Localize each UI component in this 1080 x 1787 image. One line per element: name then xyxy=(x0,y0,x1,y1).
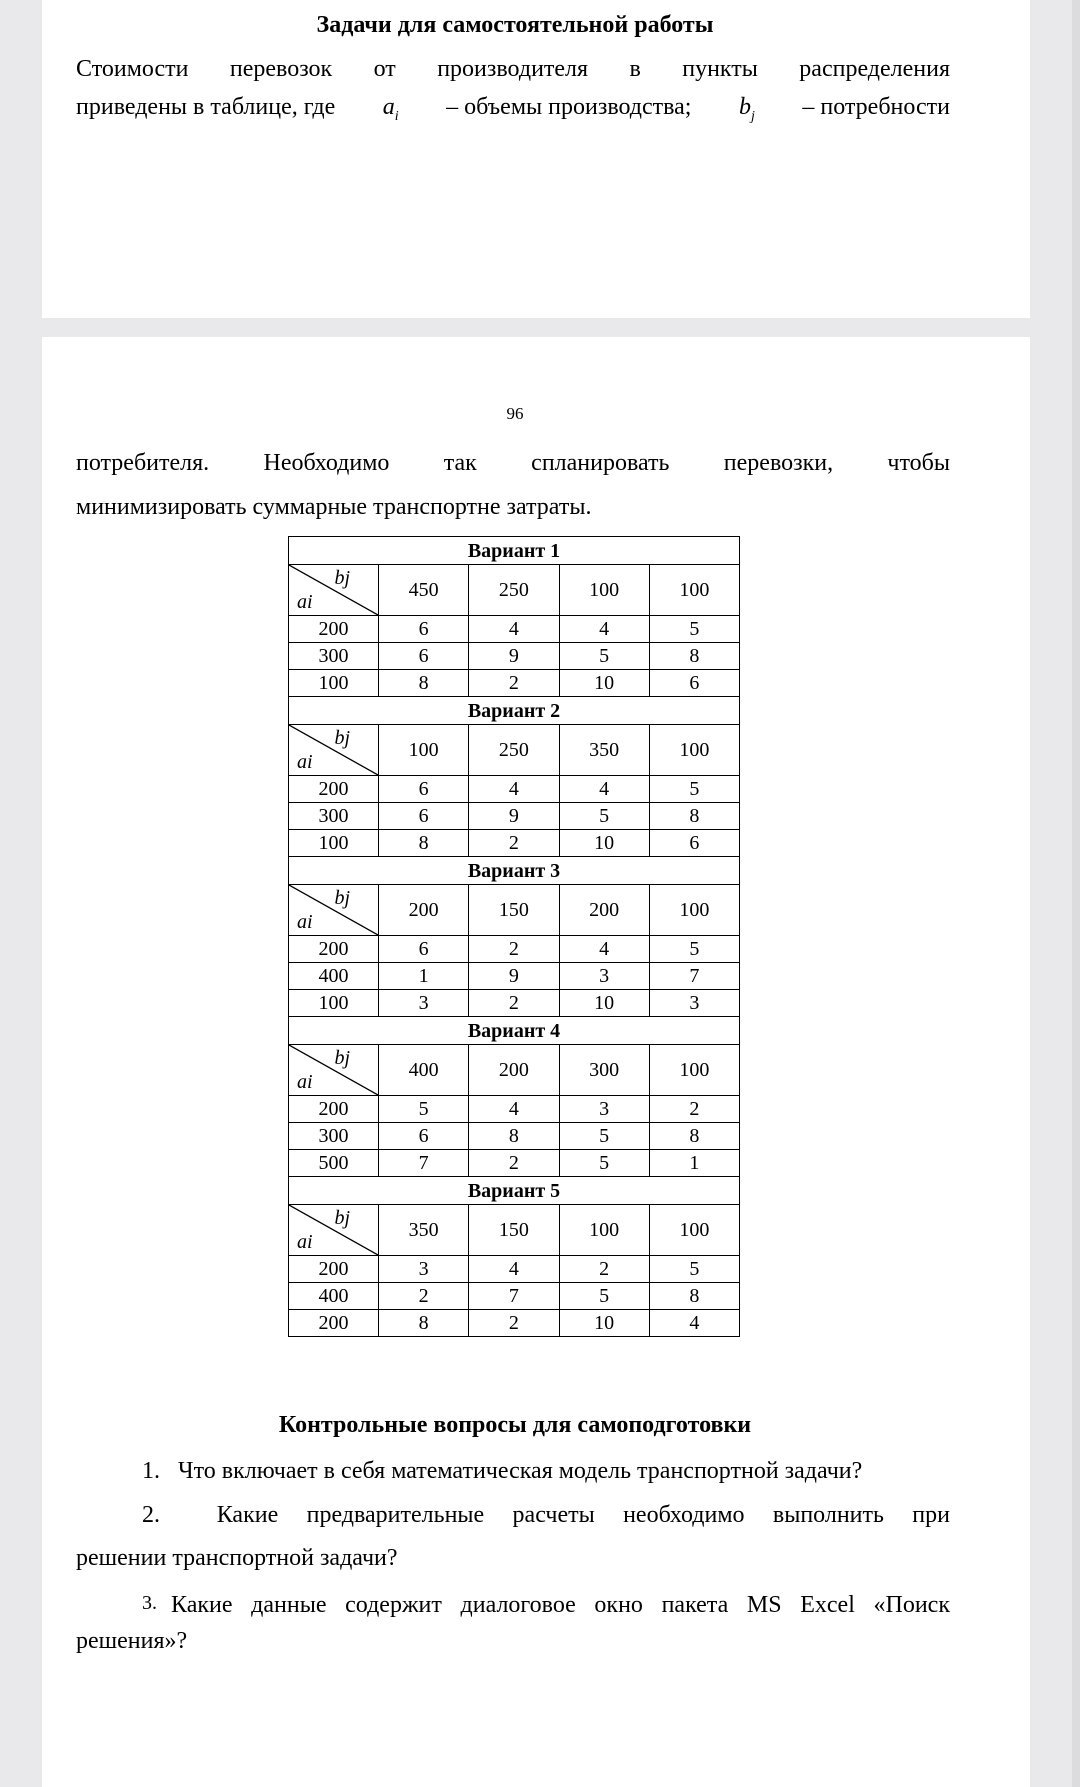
diagonal-header-cell xyxy=(289,1205,379,1256)
demand-cell: 100 xyxy=(559,565,649,616)
cost-cell: 2 xyxy=(469,936,559,963)
cost-cell: 2 xyxy=(649,1096,739,1123)
cost-cell: 8 xyxy=(379,830,469,857)
cost-cell: 9 xyxy=(469,803,559,830)
b-variable: $b_j$ xyxy=(738,94,755,124)
question-number: 3. xyxy=(142,1592,157,1614)
table-row xyxy=(289,776,740,803)
question-number: 2. xyxy=(142,1502,160,1528)
cost-cell: 2 xyxy=(469,1150,559,1177)
question-3-line-1 xyxy=(142,1592,950,1619)
supply-cell: 400 xyxy=(289,963,379,990)
table-row xyxy=(289,1123,740,1150)
variant-title: Вариант 2 xyxy=(289,697,740,725)
cost-cell: 8 xyxy=(649,1123,739,1150)
intro-line-3: потребителя. Необходимо так спланировать перевозки, чтобы xyxy=(76,450,950,476)
demand-cell: 100 xyxy=(649,1045,739,1096)
table-row xyxy=(289,963,740,990)
variant-table xyxy=(288,536,740,697)
variant-title: Вариант 1 xyxy=(289,537,740,565)
demand-cell: 250 xyxy=(469,565,559,616)
intro-text-b: – объемы производства; xyxy=(446,94,692,120)
table-row xyxy=(289,936,740,963)
cost-cell: 4 xyxy=(559,936,649,963)
table-row xyxy=(289,616,740,643)
ai-label: ai xyxy=(297,1231,313,1253)
table-row xyxy=(289,1310,740,1337)
diagonal-header-cell xyxy=(289,1045,379,1096)
cost-cell: 8 xyxy=(649,643,739,670)
a-variable: $a_i$ xyxy=(382,94,399,124)
cost-cell: 2 xyxy=(379,1283,469,1310)
table-row xyxy=(289,670,740,697)
table-row xyxy=(289,803,740,830)
question-text: Какие предварительные расчеты необходимо выполнить при xyxy=(216,1502,950,1528)
table-row xyxy=(289,990,740,1017)
cost-cell: 2 xyxy=(469,990,559,1017)
cost-cell: 4 xyxy=(469,1096,559,1123)
cost-cell: 3 xyxy=(649,990,739,1017)
intro-text-c: – потребности xyxy=(802,94,950,120)
variant-table xyxy=(288,696,740,857)
cost-cell: 3 xyxy=(559,1096,649,1123)
cost-cell: 10 xyxy=(559,990,649,1017)
scrollbar[interactable] xyxy=(1072,0,1080,1787)
variant-table xyxy=(288,856,740,1017)
page-top xyxy=(42,0,1030,318)
table-row xyxy=(289,830,740,857)
ai-label: ai xyxy=(297,751,313,773)
cost-cell: 2 xyxy=(469,670,559,697)
table-row xyxy=(289,1096,740,1123)
cost-cell: 4 xyxy=(469,776,559,803)
cost-cell: 2 xyxy=(469,1310,559,1337)
variants-tables xyxy=(288,536,740,1337)
cost-cell: 5 xyxy=(559,803,649,830)
cost-cell: 10 xyxy=(559,1310,649,1337)
cost-cell: 9 xyxy=(469,643,559,670)
intro-line-2 xyxy=(76,94,950,125)
variant-title: Вариант 4 xyxy=(289,1017,740,1045)
table-row xyxy=(289,643,740,670)
question-text: Что включает в себя математическая модель транспортной задачи? xyxy=(178,1458,863,1484)
ai-label: ai xyxy=(297,1071,313,1093)
demand-cell: 400 xyxy=(379,1045,469,1096)
bj-label: bj xyxy=(334,1047,350,1069)
variant-table xyxy=(288,1176,740,1337)
question-text: Какие данные содержит диалоговое окно пакета MS Excel «Поиск xyxy=(171,1592,950,1618)
cost-cell: 8 xyxy=(379,1310,469,1337)
demand-cell: 450 xyxy=(379,565,469,616)
cost-cell: 10 xyxy=(559,830,649,857)
question-3-line-2: решения»? xyxy=(76,1628,188,1654)
supply-cell: 200 xyxy=(289,1310,379,1337)
cost-cell: 6 xyxy=(379,616,469,643)
cost-cell: 8 xyxy=(469,1123,559,1150)
cost-cell: 5 xyxy=(649,776,739,803)
bj-label: bj xyxy=(334,1207,350,1229)
supply-cell: 200 xyxy=(289,1256,379,1283)
cost-cell: 1 xyxy=(379,963,469,990)
demand-cell: 250 xyxy=(469,725,559,776)
question-2-line-2: решении транспортной задачи? xyxy=(76,1545,398,1571)
cost-cell: 4 xyxy=(469,616,559,643)
question-number: 1. xyxy=(142,1458,160,1484)
cost-cell: 5 xyxy=(649,616,739,643)
cost-cell: 3 xyxy=(379,1256,469,1283)
supply-cell: 100 xyxy=(289,990,379,1017)
supply-cell: 300 xyxy=(289,803,379,830)
demand-cell: 100 xyxy=(649,565,739,616)
bj-label: bj xyxy=(334,567,350,589)
demand-cell: 350 xyxy=(559,725,649,776)
cost-cell: 3 xyxy=(559,963,649,990)
question-1 xyxy=(142,1458,862,1485)
demand-cell: 200 xyxy=(469,1045,559,1096)
cost-cell: 6 xyxy=(379,936,469,963)
intro-line-4: минимизировать суммарные транспортне затраты. xyxy=(76,494,592,520)
diagonal-header-cell xyxy=(289,885,379,936)
demand-cell: 200 xyxy=(559,885,649,936)
supply-cell: 100 xyxy=(289,830,379,857)
cost-cell: 7 xyxy=(379,1150,469,1177)
demand-cell: 100 xyxy=(379,725,469,776)
cost-cell: 6 xyxy=(379,1123,469,1150)
variant-table xyxy=(288,1016,740,1177)
demand-cell: 350 xyxy=(379,1205,469,1256)
demand-cell: 100 xyxy=(559,1205,649,1256)
diagonal-header-cell xyxy=(289,725,379,776)
cost-cell: 5 xyxy=(379,1096,469,1123)
cost-cell: 7 xyxy=(649,963,739,990)
cost-cell: 5 xyxy=(559,1123,649,1150)
cost-cell: 4 xyxy=(649,1310,739,1337)
question-2-line-1 xyxy=(142,1502,950,1529)
cost-cell: 2 xyxy=(469,830,559,857)
bj-label: bj xyxy=(334,887,350,909)
supply-cell: 500 xyxy=(289,1150,379,1177)
intro-line-1: Стоимости перевозок от производителя в пункты распределения xyxy=(76,56,950,82)
cost-cell: 7 xyxy=(469,1283,559,1310)
supply-cell: 400 xyxy=(289,1283,379,1310)
ai-label: ai xyxy=(297,591,313,613)
demand-cell: 100 xyxy=(649,1205,739,1256)
supply-cell: 300 xyxy=(289,1123,379,1150)
demand-cell: 100 xyxy=(649,885,739,936)
supply-cell: 200 xyxy=(289,776,379,803)
cost-cell: 5 xyxy=(559,1150,649,1177)
cost-cell: 10 xyxy=(559,670,649,697)
section-heading: Задачи для самостоятельной работы xyxy=(316,12,714,38)
cost-cell: 6 xyxy=(379,803,469,830)
cost-cell: 9 xyxy=(469,963,559,990)
cost-cell: 8 xyxy=(649,1283,739,1310)
questions-heading: Контрольные вопросы для самоподготовки xyxy=(278,1412,752,1438)
ai-label: ai xyxy=(297,911,313,933)
cost-cell: 6 xyxy=(379,776,469,803)
cost-cell: 5 xyxy=(559,1283,649,1310)
supply-cell: 100 xyxy=(289,670,379,697)
cost-cell: 5 xyxy=(649,1256,739,1283)
cost-cell: 1 xyxy=(649,1150,739,1177)
cost-cell: 4 xyxy=(469,1256,559,1283)
demand-cell: 300 xyxy=(559,1045,649,1096)
cost-cell: 2 xyxy=(559,1256,649,1283)
cost-cell: 4 xyxy=(559,776,649,803)
cost-cell: 6 xyxy=(649,670,739,697)
cost-cell: 8 xyxy=(649,803,739,830)
demand-cell: 100 xyxy=(649,725,739,776)
supply-cell: 300 xyxy=(289,643,379,670)
supply-cell: 200 xyxy=(289,1096,379,1123)
demand-cell: 150 xyxy=(469,1205,559,1256)
cost-cell: 6 xyxy=(379,643,469,670)
page-number: 96 xyxy=(506,404,524,423)
bj-label: bj xyxy=(334,727,350,749)
demand-cell: 200 xyxy=(379,885,469,936)
variant-title: Вариант 5 xyxy=(289,1177,740,1205)
cost-cell: 5 xyxy=(559,643,649,670)
table-row xyxy=(289,1150,740,1177)
demand-cell: 150 xyxy=(469,885,559,936)
cost-cell: 8 xyxy=(379,670,469,697)
table-row xyxy=(289,1283,740,1310)
intro-text-a: приведены в таблице, где xyxy=(76,94,336,120)
cost-cell: 6 xyxy=(649,830,739,857)
supply-cell: 200 xyxy=(289,616,379,643)
variant-title: Вариант 3 xyxy=(289,857,740,885)
supply-cell: 200 xyxy=(289,936,379,963)
cost-cell: 3 xyxy=(379,990,469,1017)
table-row xyxy=(289,1256,740,1283)
cost-cell: 4 xyxy=(559,616,649,643)
diagonal-header-cell xyxy=(289,565,379,616)
cost-cell: 5 xyxy=(649,936,739,963)
